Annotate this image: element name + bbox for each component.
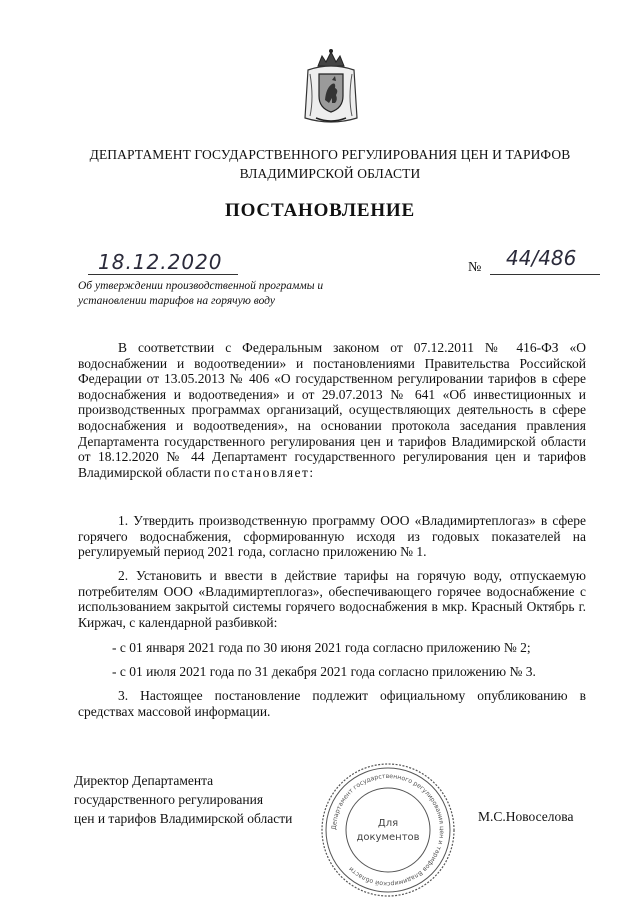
preamble-paragraph (78, 340, 586, 480)
clause-3: 3. Настоящее постановление подлежит официальному опубликованию в средствах массовой информации. (78, 688, 586, 719)
position-line-2: государственного регулирования (74, 792, 264, 807)
clause-2-period-2: - с 01 июля 2021 года по 31 декабря 2021 года согласно приложению № 3. (112, 664, 536, 679)
clause-1: 1. Утвердить производственную программу ООО «Владимиртеплогаз» в сфере горячего водоснабжения, сформированную исходя из годовых показателей на регулируемый период 2021 года, согласно приложению № 1. (78, 513, 586, 560)
document-title: ПОСТАНОВЛЕНИЕ (225, 200, 415, 221)
clause-2-period-1: - с 01 января 2021 года по 30 июня 2021 года согласно приложению № 2; (112, 640, 531, 655)
seal-center-line-1: Для (377, 818, 399, 829)
seal-center-line-2: документов (356, 832, 420, 843)
seal-ring-text: Департамент государственного регулирования цен и тарифов Владимирской области (330, 772, 446, 888)
signatory-position (74, 771, 334, 828)
handwritten-number: 44/486 (506, 246, 577, 270)
position-line-1: Директор Департамента (74, 773, 214, 788)
resolves-word: постановляет: (214, 464, 315, 480)
number-sign: № (468, 260, 482, 275)
document-subject: Об утверждении производственной программы и установлении тарифов на горячую воду (78, 280, 324, 307)
signatory-name: М.С.Новоселова (478, 809, 574, 824)
official-seal-stamp (318, 760, 458, 900)
department-name-line-2: ВЛАДИМИРСКОЙ ОБЛАСТИ (239, 166, 421, 181)
number-underline (490, 274, 600, 275)
coat-of-arms-emblem (302, 48, 360, 128)
handwritten-date: 18.12.2020 (98, 250, 223, 274)
position-line-3: цен и тарифов Владимирской области (74, 811, 293, 826)
date-underline (88, 274, 238, 275)
preamble-text: В соответствии с Федеральным законом от 07.12.2011 № 416-ФЗ «О водоснабжении и водоотведении» и постановлениями Правительства Российской Федерации от 13.05.2013 № 406 «О государственном регулировании тарифов в сфере водоснабжения и водоотведения» и от 29.07.2013 № 641 «Об инвестиционных и производственных программах организаций, осуществляющих деятельность в сфере водоснабжения и водоотведения», на основании протокола заседания правления Департамента государственного регулирования цен и тарифов Владимирской области от 18.12.2020 № 44 Департамент государственного регулирования цен и тарифов Владимирской области (78, 340, 586, 480)
clause-2: 2. Установить и ввести в действие тарифы на горячую воду, отпускаемую потребителям ООО «Владимиртеплогаз», обеспечивающего горячее водоснабжение с использованием закрытой системы горячего водоснабжения в мкр. Красный Октябрь г. Киржач, с календарной разбивкой: (78, 568, 586, 630)
department-name-line-1: ДЕПАРТАМЕНТ ГОСУДАРСТВЕННОГО РЕГУЛИРОВАНИЯ ЦЕН И ТАРИФОВ (89, 147, 571, 162)
